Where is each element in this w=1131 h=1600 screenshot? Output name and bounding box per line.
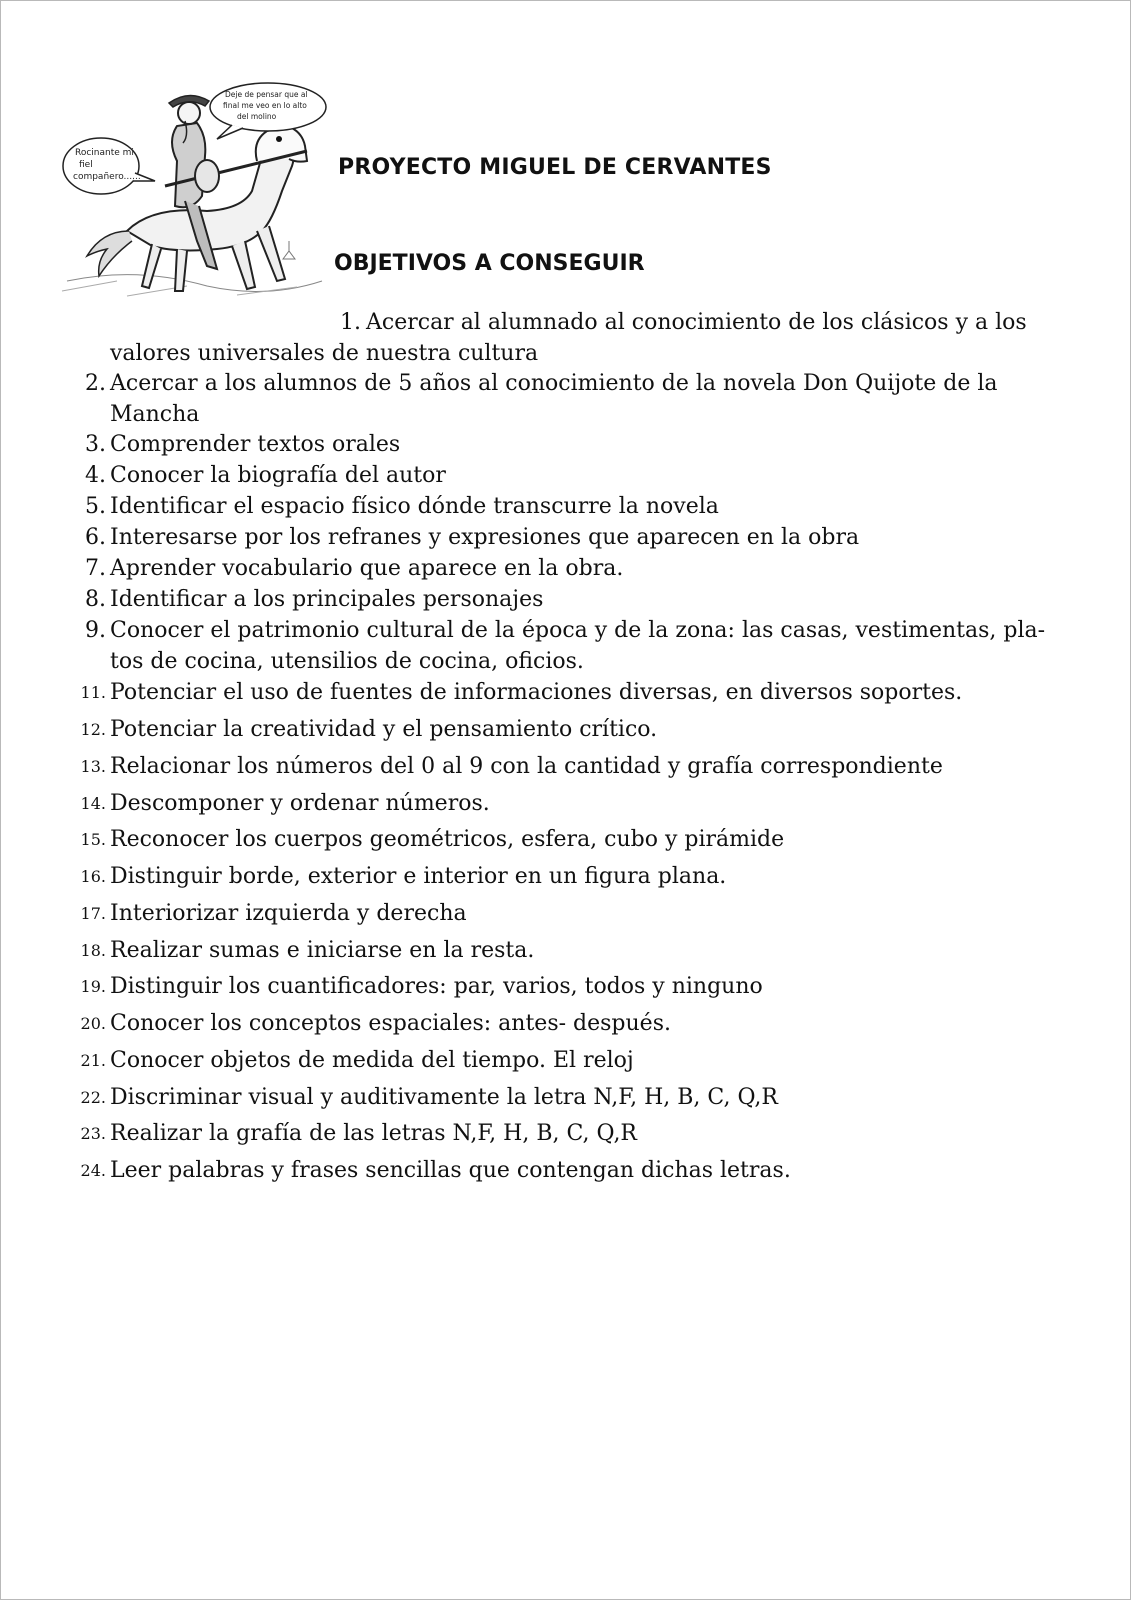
objective-number: 11. — [80, 683, 106, 702]
objective-text: Distinguir los cuantificadores: par, varios, todos y ninguno — [110, 974, 763, 999]
objective-number: 24. — [80, 1161, 106, 1180]
objective-number: 16. — [80, 867, 106, 886]
objective-number: 5. — [85, 494, 106, 519]
bubble-left-line-1: Rocinante mi — [75, 148, 134, 158]
don-quijote-illustration — [57, 81, 329, 319]
objective-text: Interiorizar izquierda y derecha — [110, 901, 467, 926]
objective-text: Comprender textos orales — [110, 432, 401, 457]
objective-number: 12. — [80, 720, 106, 739]
section-title: OBJETIVOS A CONSEGUIR — [334, 251, 645, 276]
objective-number: 1. — [340, 310, 361, 335]
objective-number: 18. — [80, 941, 106, 960]
objective-text: Conocer objetos de medida del tiempo. El reloj — [110, 1048, 634, 1073]
objective-text: Aprender vocabulario que aparece en la obra. — [110, 556, 624, 581]
objective-text: Acercar al alumnado al conocimiento de los clásicos y a los — [366, 310, 1027, 335]
objective-text: Identificar el espacio físico dónde transcurre la novela — [110, 494, 719, 519]
objective-number: 15. — [80, 830, 106, 849]
objective-text-continued: tos de cocina, utensilios de cocina, oficios. — [110, 649, 584, 674]
bubble-right-line-2: final me veo en lo alto — [223, 101, 307, 110]
objective-number: 13. — [80, 757, 106, 776]
objective-text: Distinguir borde, exterior e interior en un figura plana. — [110, 864, 727, 889]
objective-text: Conocer el patrimonio cultural de la época y de la zona: las casas, vestimentas, pla- — [110, 618, 1046, 643]
objective-number: 2. — [85, 371, 106, 396]
objective-text: Descomponer y ordenar números. — [110, 791, 490, 816]
objective-text: Identificar a los principales personajes — [110, 587, 544, 612]
page-title: PROYECTO MIGUEL DE CERVANTES — [338, 155, 772, 180]
objective-text: Leer palabras y frases sencillas que contengan dichas letras. — [110, 1158, 791, 1183]
objective-number: 4. — [85, 463, 106, 488]
objective-text: Discriminar visual y auditivamente la letra N,F, H, B, C, Q,R — [110, 1085, 778, 1110]
objective-text: Acercar a los alumnos de 5 años al conocimiento de la novela Don Quijote de la — [110, 371, 998, 396]
objective-number: 21. — [80, 1051, 106, 1070]
objective-number: 17. — [80, 904, 106, 923]
objective-number: 23. — [80, 1124, 106, 1143]
objective-number: 7. — [85, 556, 106, 581]
objective-text: Realizar la grafía de las letras N,F, H, B, C, Q,R — [110, 1121, 638, 1146]
objective-text: Potenciar la creatividad y el pensamiento crítico. — [110, 717, 658, 742]
objective-text: Potenciar el uso de fuentes de informaciones diversas, en diversos soportes. — [110, 680, 963, 705]
bubble-right-line-1: Deje de pensar que al — [225, 90, 308, 99]
objective-text: Interesarse por los refranes y expresiones que aparecen en la obra — [110, 525, 860, 550]
objective-number: 14. — [80, 794, 106, 813]
objective-number: 20. — [80, 1014, 106, 1033]
objective-number: 22. — [80, 1088, 106, 1107]
objective-text: Conocer los conceptos espaciales: antes- después. — [110, 1011, 671, 1036]
bubble-left-line-3: compañero...... — [73, 172, 141, 182]
objective-number: 3. — [85, 432, 106, 457]
objective-text-continued: Mancha — [110, 402, 200, 427]
bubble-left-line-2: fiel — [79, 160, 93, 170]
objective-text-continued: valores universales de nuestra cultura — [110, 341, 539, 366]
objective-number: 6. — [85, 525, 106, 550]
objective-number: 9. — [85, 618, 106, 643]
bubble-right-line-3: del molino — [237, 112, 277, 121]
objective-text: Reconocer los cuerpos geométricos, esfera, cubo y pirámide — [110, 827, 785, 852]
objective-text: Realizar sumas e iniciarse en la resta. — [110, 938, 535, 963]
objective-number: 19. — [80, 977, 106, 996]
objective-text: Conocer la biografía del autor — [110, 463, 446, 488]
objective-number: 8. — [85, 587, 106, 612]
objective-text: Relacionar los números del 0 al 9 con la cantidad y grafía correspondiente — [110, 754, 943, 779]
